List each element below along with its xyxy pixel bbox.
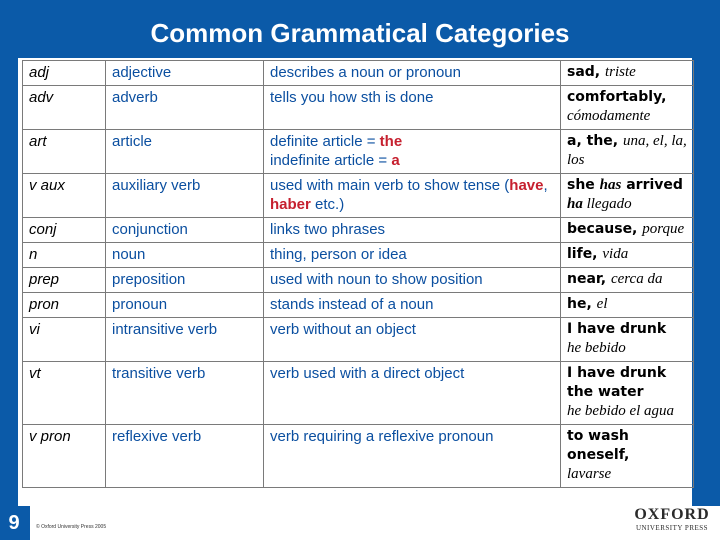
table-row: [23, 293, 694, 318]
description-cell: verb requiring a reflexive pronoun: [264, 425, 561, 488]
example-spanish: lavarse: [567, 466, 612, 482]
example-cell: [561, 61, 694, 86]
example-spanish: porque: [642, 221, 685, 237]
abbreviation-cell: conj: [23, 218, 106, 243]
logo-sub-text: UNIVERSITY PRESS: [635, 524, 709, 532]
abbreviation-cell: art: [23, 130, 106, 174]
table-row: [23, 362, 694, 425]
example-cell: [561, 243, 694, 268]
example-cell: [561, 86, 694, 130]
slide-title: Common Grammatical Categories: [150, 18, 570, 48]
description-text: ,: [543, 177, 548, 194]
abbreviation-cell: n: [23, 243, 106, 268]
category-cell: reflexive verb: [106, 425, 264, 488]
example-cell: [561, 268, 694, 293]
abbreviation-cell: prep: [23, 268, 106, 293]
category-cell: adverb: [106, 86, 264, 130]
example-english: life,: [567, 246, 598, 262]
description-keyword: the: [379, 133, 403, 150]
example-english: sad,: [567, 64, 601, 80]
example-spanish: triste: [605, 64, 636, 80]
description-text: definite article =: [270, 133, 380, 150]
table-row: [23, 243, 694, 268]
example-cell: [561, 362, 694, 425]
copyright-notice: © Oxford University Press 2005: [36, 524, 107, 530]
example-spanish: vida: [602, 246, 629, 262]
description-keyword: have: [509, 177, 544, 194]
description-cell: used with noun to show position: [264, 268, 561, 293]
example-spanish: cerca da: [610, 271, 663, 287]
example-cell: [561, 130, 694, 174]
example-spanish: una, el, la, los: [567, 133, 687, 168]
example-cell: [561, 218, 694, 243]
example-english: because,: [567, 221, 638, 237]
description-cell: [264, 130, 561, 174]
category-cell: pronoun: [106, 293, 264, 318]
description-cell: tells you how sth is done: [264, 86, 561, 130]
example-spanish: llegado: [582, 196, 632, 212]
example-english: a, the,: [567, 133, 619, 149]
category-cell: article: [106, 130, 264, 174]
description-text: indefinite article =: [270, 152, 392, 169]
description-text: used with main verb to show tense (: [270, 177, 510, 194]
description-cell: verb without an object: [264, 318, 561, 362]
table-row: [23, 130, 694, 174]
example-cell: [561, 318, 694, 362]
abbreviation-cell: adj: [23, 61, 106, 86]
category-cell: conjunction: [106, 218, 264, 243]
example-spanish: he bebido el agua: [567, 403, 675, 419]
abbreviation-cell: pron: [23, 293, 106, 318]
table-row: [23, 61, 694, 86]
table-row: [23, 218, 694, 243]
abbreviation-cell: vt: [23, 362, 106, 425]
logo-main-text: OXFORD: [634, 506, 710, 523]
abbreviation-cell: v aux: [23, 174, 106, 218]
oxford-logo: [632, 507, 712, 537]
description-cell: thing, person or idea: [264, 243, 561, 268]
example-spanish-keyword: ha: [567, 196, 583, 212]
table-row: [23, 174, 694, 218]
example-english: I have drunk: [567, 321, 667, 337]
footer-bar: [30, 506, 720, 540]
description-cell: verb used with a direct object: [264, 362, 561, 425]
example-english: arrived: [621, 177, 683, 193]
table-row: [23, 425, 694, 488]
description-text: etc.): [310, 196, 345, 213]
abbreviation-cell: adv: [23, 86, 106, 130]
example-spanish: cómodamente: [567, 108, 651, 124]
category-cell: adjective: [106, 61, 264, 86]
description-keyword: a: [391, 152, 400, 169]
example-cell: [561, 425, 694, 488]
abbreviation-cell: vi: [23, 318, 106, 362]
abbreviation-cell: v pron: [23, 425, 106, 488]
category-cell: transitive verb: [106, 362, 264, 425]
description-cell: describes a noun or pronoun: [264, 61, 561, 86]
category-cell: noun: [106, 243, 264, 268]
example-english: she: [567, 177, 600, 193]
example-spanish: el: [596, 296, 608, 312]
grammar-table: [22, 60, 694, 488]
example-english: near,: [567, 271, 607, 287]
example-english: to wash oneself,: [567, 428, 630, 463]
description-cell: links two phrases: [264, 218, 561, 243]
example-spanish: he bebido: [567, 340, 626, 356]
example-english: comfortably,: [567, 89, 667, 105]
example-english: he,: [567, 296, 592, 312]
table-row: [23, 318, 694, 362]
description-cell: stands instead of a noun: [264, 293, 561, 318]
example-english: I have drunk the water: [567, 365, 667, 400]
table-row: [23, 268, 694, 293]
description-cell: [264, 174, 561, 218]
table-row: [23, 86, 694, 130]
example-cell: [561, 174, 694, 218]
category-cell: auxiliary verb: [106, 174, 264, 218]
page-number: 9: [8, 512, 20, 534]
category-cell: preposition: [106, 268, 264, 293]
category-cell: intransitive verb: [106, 318, 264, 362]
description-keyword: haber: [270, 196, 311, 213]
example-cell: [561, 293, 694, 318]
example-english-keyword: has: [599, 177, 622, 193]
